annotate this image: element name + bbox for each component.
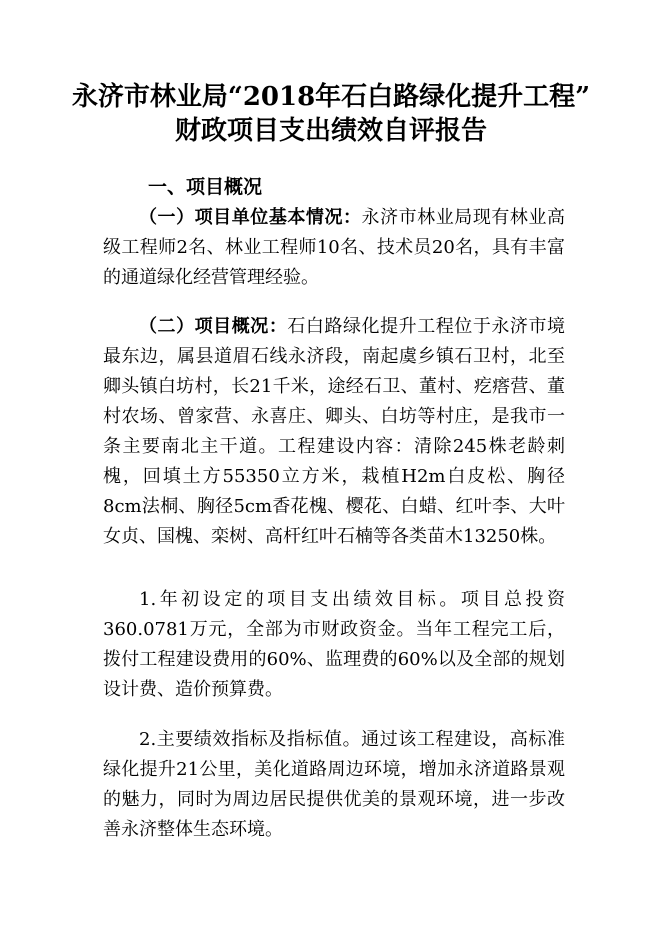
paragraph-unit-basic-info-lead: （一）项目单位基本情况： bbox=[139, 207, 362, 228]
paragraph-unit-basic-info bbox=[103, 203, 565, 293]
paragraph-performance-indicators: 2.主要绩效指标及指标值。通过该工程建设，高标准绿化提升21公里，美化道路周边环境，增加永济道路景观的魅力，同时为周边居民提供优美的景观环境，进一步改善永济整体生态环境。 bbox=[103, 729, 565, 840]
document-title-line-2: 财政项目支出绩效自评报告 bbox=[174, 116, 487, 146]
paragraph-project-overview-lead: （二）项目概况： bbox=[139, 316, 288, 337]
paragraph-performance-target: 1.年初设定的项目支出绩效目标。项目总投资360.0781万元，全部为市财政资金。当年工程完工后，拨付工程建设费用的60%、监理费的60%以及全部的规划设计费、造价预算费。 bbox=[103, 589, 565, 700]
paragraph-project-overview bbox=[103, 312, 565, 552]
section-heading-project-overview: 一、项目概况 bbox=[148, 176, 263, 198]
document-title-line-1: 永济市林业局“2018年石白路绿化提升工程” bbox=[71, 82, 591, 112]
paragraph-project-overview-text: 石白路绿化提升工程位于永济市境最东边，属县道眉石线永济段，南起虞乡镇石卫村，北至卿头镇白坊村，长21千米，途经石卫、董村、疙瘩营、董村农场、曾家营、永喜庄、卿头、白坊等村庄，是我市一条主要南北主干道。工程建设内容：清除245株老龄刺槐，回填土方55350立方米，栽植H2m白皮松、胸径8cm法桐、胸径5cm香花槐、樱花、白蜡、红叶李、大叶女贞、国槐、栾树、高杆红叶石楠等各类苗木13250株。 bbox=[103, 316, 566, 547]
paragraph-unit-basic-info-text: 永济市林业局现有林业高级工程师2名、林业工程师10名、技术员20名，具有丰富的通道绿化经营管理经验。 bbox=[103, 207, 566, 288]
